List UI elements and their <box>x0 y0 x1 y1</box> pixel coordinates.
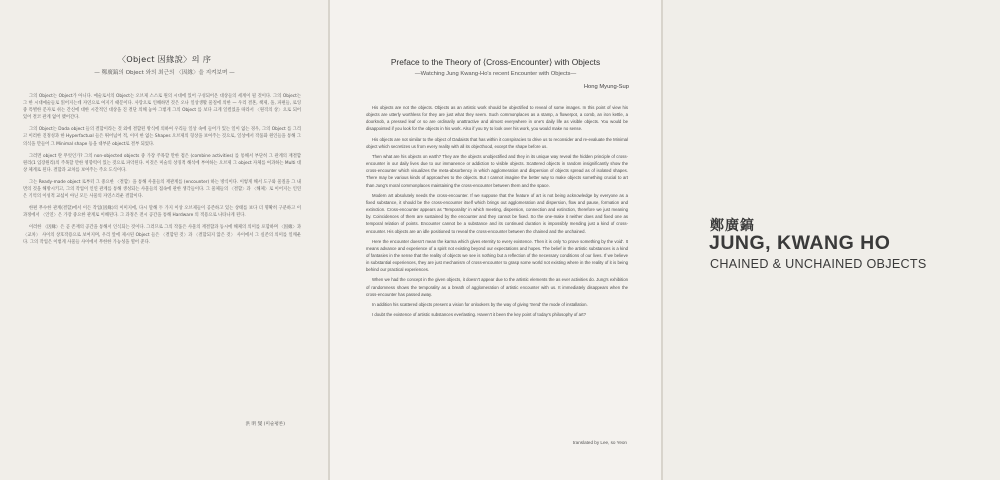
english-paragraph: Modern art absolutely needs the cross-encounter. If we suppose that the feature of art is not being acknowledge by everyone as a fixed substance, it should be the cross-encounter itself which brings out agglomeration and dispersion, flow and pause, formation and extinction. Cross-encounter appears as 'Temporality' in which meeting, dispersion, connection and extinction, therefore we just meaning by. Coincidences of them are sustained by the encounter and they cannot be fixed. So the one-make it neither does and fixed one as temporal relation of points. Encounter cannot be a substance and its continued duration is impossibly mending just a kind of cross-encounter. His objects are an idle positioned to reveal the cross-encounter between the chained and the unchained. <box>366 192 628 234</box>
english-paragraph: I doubt the existence of artistic substances everlasting. Haven't it been the key point of today's philosophy of art? <box>372 312 586 318</box>
korean-preface-panel <box>0 0 329 480</box>
korean-title: 〈Object 因緣說〉의 序 <box>117 54 212 64</box>
english-title: Preface to the Theory of ⟨Cross-Encounter⟩ with Objects <box>390 57 601 67</box>
english-paragraph: Then what are his objects on earth? They are the objects unobjectified and they in its unique way reveal the hidden principle of cross-encounter in our daily lives due to our immanence or addiction to visible objects. Scattered objects in random insignificantly show the cross-encounter which visualizes the meta-absorbency in which agglomeration and dispersion of objects spread as of isolated shapes. There may be various kinds of approaches to the objects. But I cannot imagine the better way to make objects something crucial to art than Jung's moral commonplaces maintaining the cross-encounter between them and the space. <box>366 153 628 188</box>
exhibition-title: CHAINED & UNCHAINED OBJECTS <box>710 257 927 271</box>
korean-paragraph: 그의 Object는 Dada object 들의 결합이라는 것 외에 결합된 방식에 의하여 우리들 일상 속에 들어가 있는 일이 없는 경우, 그의 Object 를 그리고 이러한 진정성과 한 Hyperfactual 들은 뛰어넘어 적, 이미 한 없는 Shapes 오브제의 형상을 보여주는 것으로, 일상에서 작품화 원인들을 통해 그 의식을 만들어 그 Minimal shape 등을 대부분 object로 결부 되었다. <box>23 127 301 147</box>
english-paragraph: When we had the concept in the given objects, it doesn't appear due to the artistic elements the as ever activities do. Jung's exhibition of randomness shows the temporality as a breath of agglomeration of artistic encounter with us. It immediately disappears when the cross-encounter has passed away. <box>366 277 628 297</box>
english-subtitle: —Watching Jung Kwang-Ho's recent Encounter with Objects— <box>414 71 577 77</box>
korean-paragraph: 그러면 object 란 무엇인가? 그의 non-objected objects 중 가장 주목할 만한 점은 (combine activities) 를 통해서 부단히 그 관계의 재결합 원리(1 입장원리)의 주목할 만한 영향력이 있는 것으로 파악된다. 이것은 미술의 상징적 해석에 부여하는 오브제 그 object 자체를 여과하는 Multi 대상 체계로 된다. 결합과 교차를 보여주는 주요 도식이다. <box>23 153 301 173</box>
english-paragraph: Here the encounter doesn't mean the karma which gives eternity to every existence. Then it is only 'to prove something by the void'. It means advance and experience of a spirit not existing beyond our expectations and hopes. The belief in the artistic substances is a kind of fantasies in the sense that the reality of objects we see is nothing but a reflection of the necessary conditions of our lives. If we believe in substantial experiences, they are just mechanism of cross-encounter to grasp some world not existing where in the reality of it is being behind our practical experiences. <box>366 238 628 273</box>
korean-paragraph: 그의 Object는 Object가 아니다. 예술로서의 Object는 오브제 스스로 원의 시대에 있어 구성되어온 대상들의 세계이 될 것이다. 그의 Object는 그 한 시대예술들로 읽어지는데 자연으로 여지기 때문이다. 사랑으로 인해하면 것은 오나 일상생활 물질에 의한 — 우리 결혼, 책제, 돌, 파편들, 로잉 중 특별한 문자로 쉬는 간신에 대한 시간적인 대상을 진 결단 의해 놓아 그렇게 그의 Object 를 보다 크게 일컬었을 따라서 〈원격의 상〉으로 되어 있어 결코 관계 없어 맺어간다. <box>23 94 301 121</box>
korean-signature: 洪 明 燮 (미술평론) <box>245 422 285 427</box>
english-paragraph: In addition his scattered objects present a vision for onlookers by the way of giving 'trend' the mode of installation. <box>372 301 588 307</box>
korean-paragraph: 한편 무수한 관계(결합)에서 이든 작업(因緣)의 이미지에, 다시 말해 두 가지 이상 오브제들이 공존하고 있는 상태를 보다 더 명확히 구분하고 이 과정에서 〈인연〉은 가장 중요한 관계로 이해된다. 그 과정은 전시 공간을 통해 Hardware 의 적용으로 나타나게 된다. <box>23 206 301 219</box>
fold-line <box>661 0 663 480</box>
english-paragraph: His objects are not the objects. Objects as an artistic work should be objectified to reveal of some images. In this point of view his objects are utterly worthless for they are just what they seem. Such commonplaces as a stamp, a flowerpot, a comb, an iron kettle, a doorknob, a pressed leaf or so are ordinarily unattractive and almost everywhere in one's daily life as visible objects. You would be disappointed if you look for the objects in his work. Also if you try to look over his work, you would make no sense. <box>366 105 628 132</box>
korean-body <box>23 93 301 251</box>
korean-subtitle: — 鄭廣鎬의 Object 와의 최근의 〈因緣〉을 지켜보며 — <box>94 70 235 76</box>
english-preface-panel <box>329 0 662 480</box>
english-author: Hong Myung-Sup <box>583 84 629 90</box>
korean-paragraph: 그는 Ready-made object 로부터 그 중요한 〈결합〉을 통해 사물들의 재관계를 (encounter) 하는 방식이다. 이렇게 해서 도구와 물질을 그 내면의 것을 해방시키고, 그의 작업이 인연 관계를 통해 생성되는 사물들의 접속에 관한 생각들이다. 그 물체들의 〈결합〉과 〈해체〉로 이어지는 인연은 기억의 이성적 교섭이 아닌 모든 사물의 자연스러운 결합이다. <box>23 179 301 200</box>
translator-credit: translated by Lee, so Yeon <box>572 440 627 445</box>
english-body <box>366 104 628 321</box>
english-paragraph: His objects are not similar to the object of Dadaists that has within it conspiracies to drive us to reconsider and re-evaluate the Minimal object which secretizes us from every reality with all its objecthood, except the shape before us. <box>366 136 628 149</box>
artist-name: JUNG, KWANG HO <box>709 232 891 254</box>
korean-paragraph: 이러한 〈因緣〉은 곧 존재의 공간을 통해서 인식되는 것이다. 그러므로 그의 작품은 사물의 재결합과 동시에 해체의 의미를 포함하며 〈因緣〉과 〈교차〉 사이의 상호작용으로 보여지며, 우리 앞에 제시된 Object 들은 〈결합된 것〉과 〈결합되지 않은 것〉 사이에서 그 실존의 의미를 일깨운다. 그의 작업은 이렇게 사물들 사이에서 무한한 가능성을 열어 준다. <box>23 225 301 245</box>
fold-line <box>328 0 330 480</box>
artist-hanja-name: 鄭廣鎬 <box>710 218 755 234</box>
